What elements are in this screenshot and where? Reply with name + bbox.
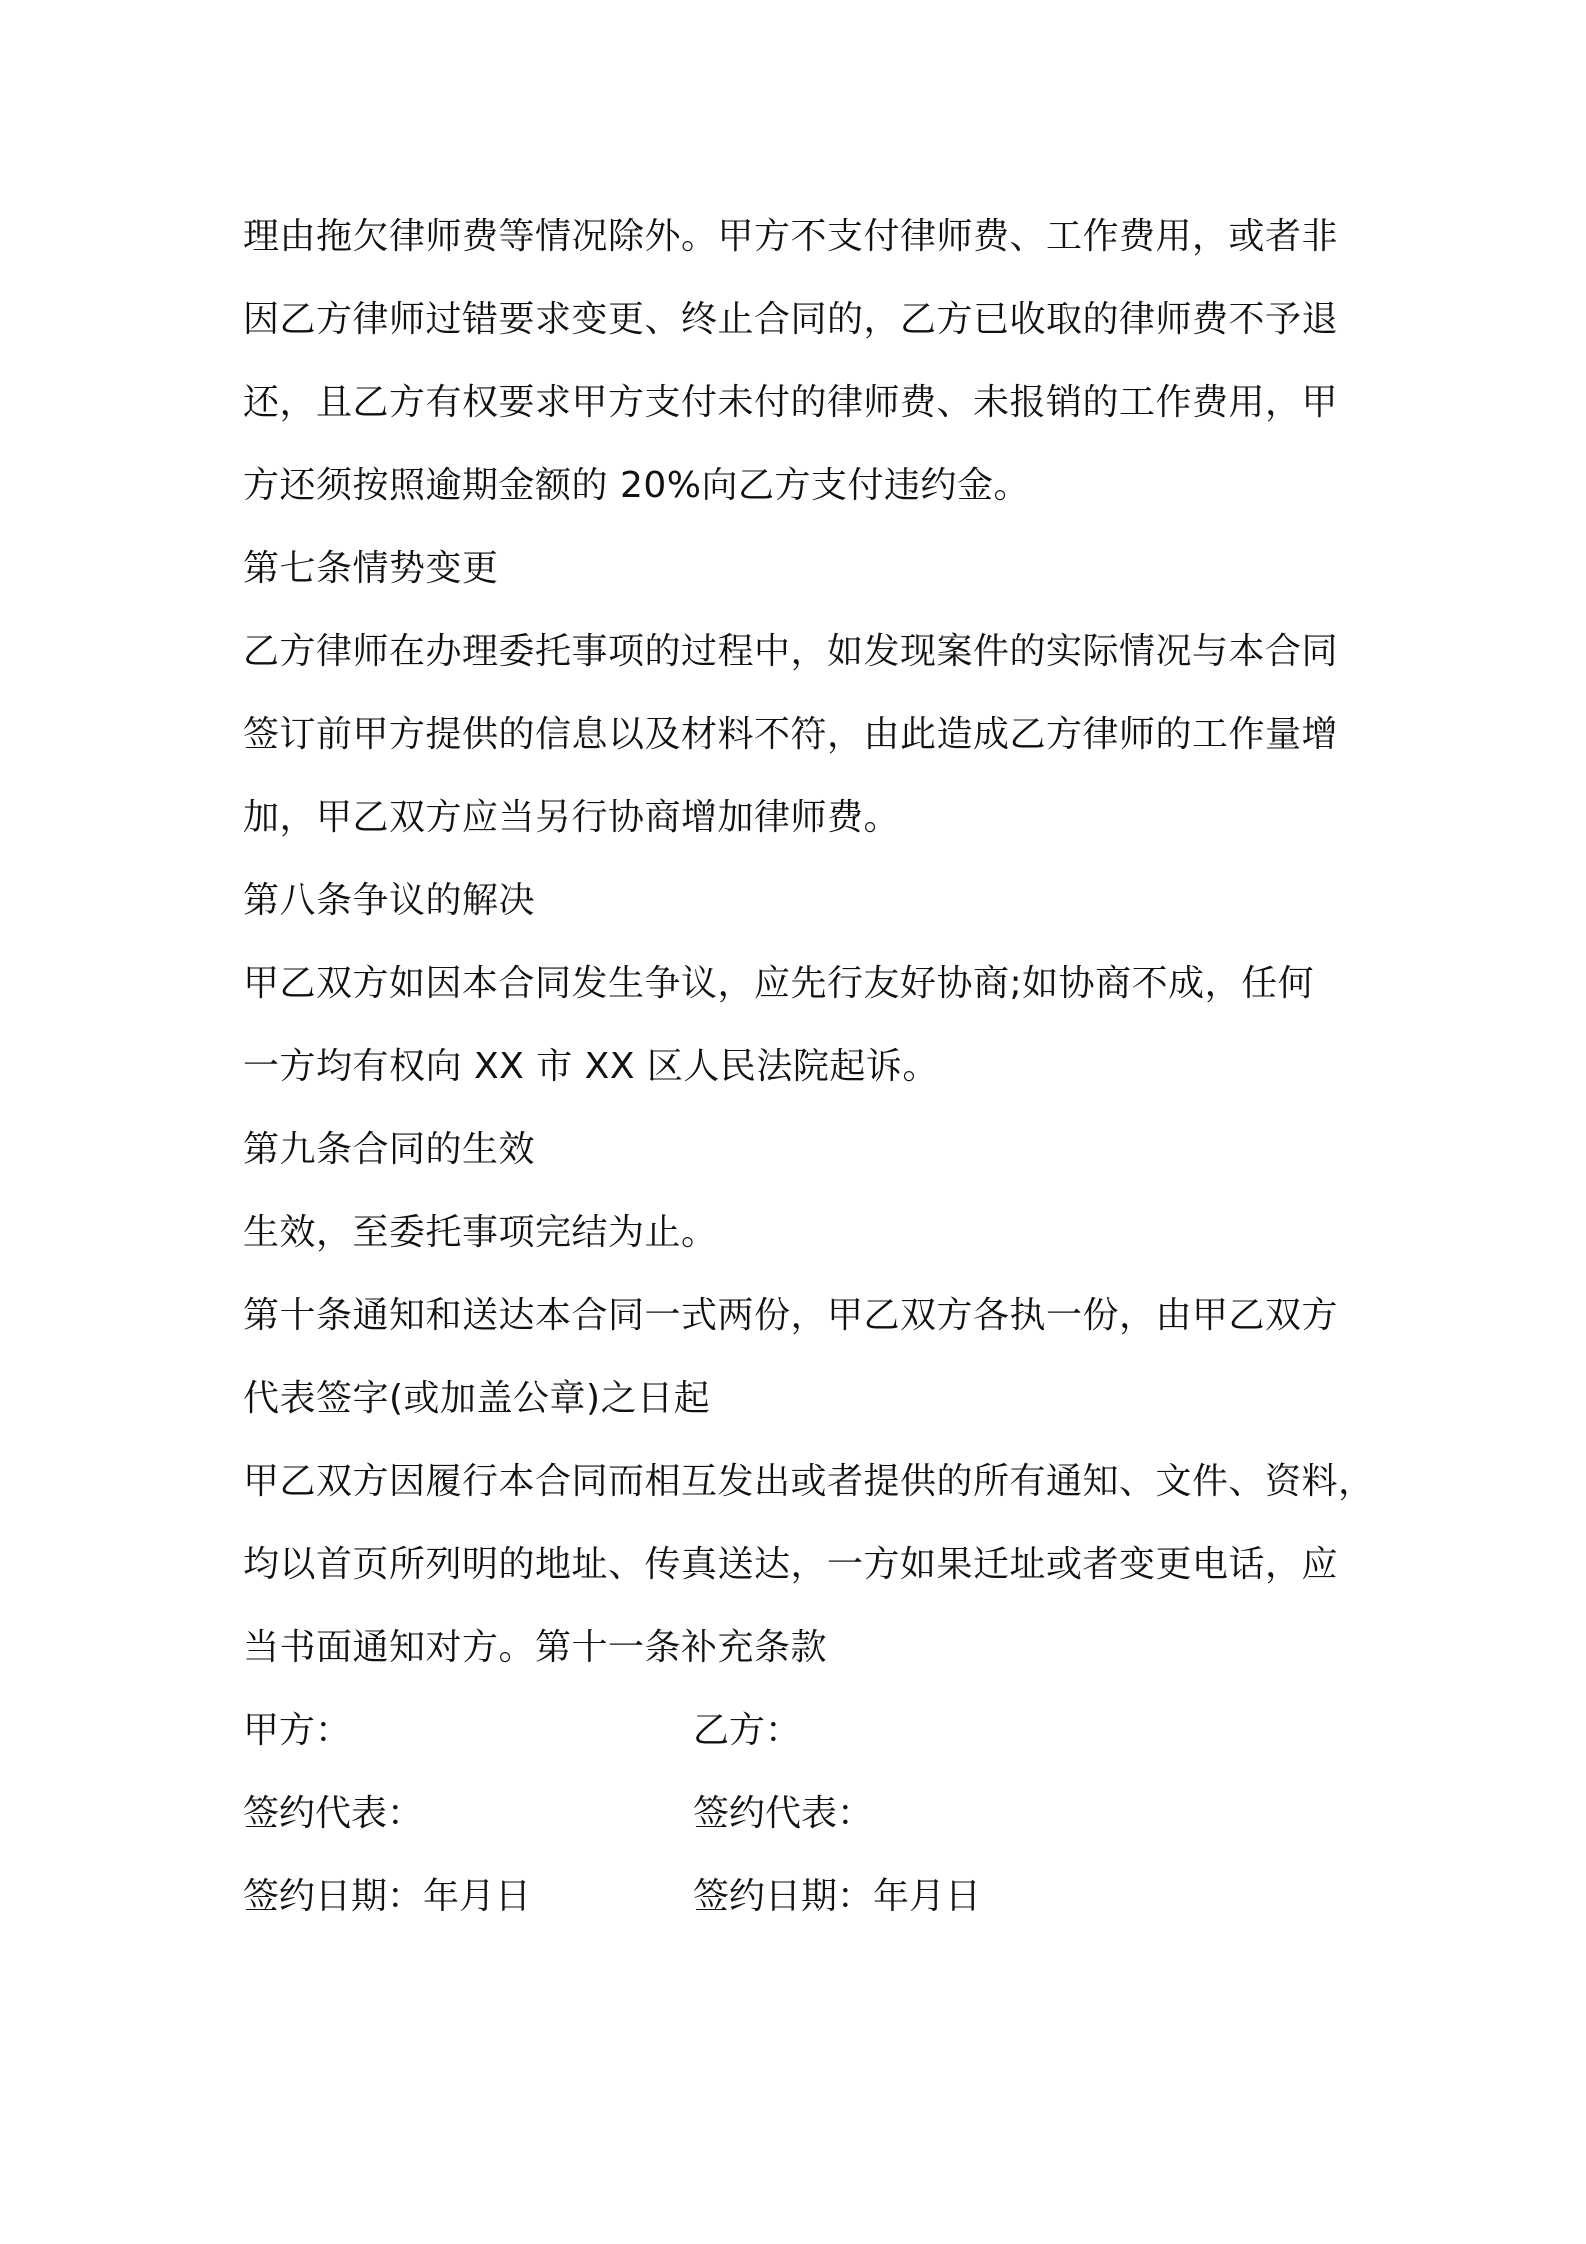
body-line: 因乙方律师过错要求变更、终止合同的，乙方已收取的律师费不予退 — [243, 299, 1339, 340]
document-page — [243, 195, 1375, 1938]
section-heading: 第七条情势变更 — [243, 548, 499, 589]
body-line: 乙方律师在办理委托事项的过程中，如发现案件的实际情况与本合同 — [243, 631, 1339, 672]
party-b-label: 乙方： — [693, 1710, 802, 1751]
body-line: 代表签字(或加盖公章)之日起 — [243, 1378, 711, 1419]
body-line: 甲乙双方如因本合同发生争议，应先行友好协商;如协商不成，任何 — [243, 963, 1315, 1004]
signature-rep-row — [243, 1772, 1353, 1855]
rep-b-label: 签约代表： — [693, 1793, 874, 1834]
signature-date-row — [243, 1855, 1353, 1938]
rep-a-label: 签约代表： — [243, 1793, 424, 1834]
body-line: 签订前甲方提供的信息以及材料不符，由此造成乙方律师的工作量增 — [243, 714, 1339, 755]
party-a-label: 甲方： — [243, 1710, 352, 1751]
body-line: 当书面通知对方。第十一条补充条款 — [243, 1627, 828, 1668]
date-a-label: 签约日期：年月日 — [243, 1876, 532, 1917]
body-line: 加，甲乙双方应当另行协商增加律师费。 — [243, 797, 901, 838]
body-line: 方还须按照逾期金额的 20%向乙方支付违约金。 — [243, 465, 1030, 506]
body-line: 还，且乙方有权要求甲方支付未付的律师费、未报销的工作费用，甲 — [243, 382, 1339, 423]
date-b-label: 签约日期：年月日 — [693, 1876, 982, 1917]
body-line: 一方均有权向 XX 市 XX 区人民法院起诉。 — [243, 1046, 939, 1087]
body-line: 理由拖欠律师费等情况除外。甲方不支付律师费、工作费用，或者非 — [243, 216, 1339, 257]
body-line: 生效，至委托事项完结为止。 — [243, 1212, 718, 1253]
body-line: 均以首页所列明的地址、传真送达，一方如果迁址或者变更电话，应 — [243, 1544, 1339, 1585]
section-heading: 第八条争议的解决 — [243, 880, 536, 921]
section-heading: 第九条合同的生效 — [243, 1129, 536, 1170]
body-line: 甲乙双方因履行本合同而相互发出或者提供的所有通知、文件、资料， — [243, 1461, 1375, 1502]
body-line: 第十条通知和送达本合同一式两份，甲乙双方各执一份，由甲乙双方 — [243, 1295, 1339, 1336]
signature-party-row — [243, 1689, 1353, 1772]
